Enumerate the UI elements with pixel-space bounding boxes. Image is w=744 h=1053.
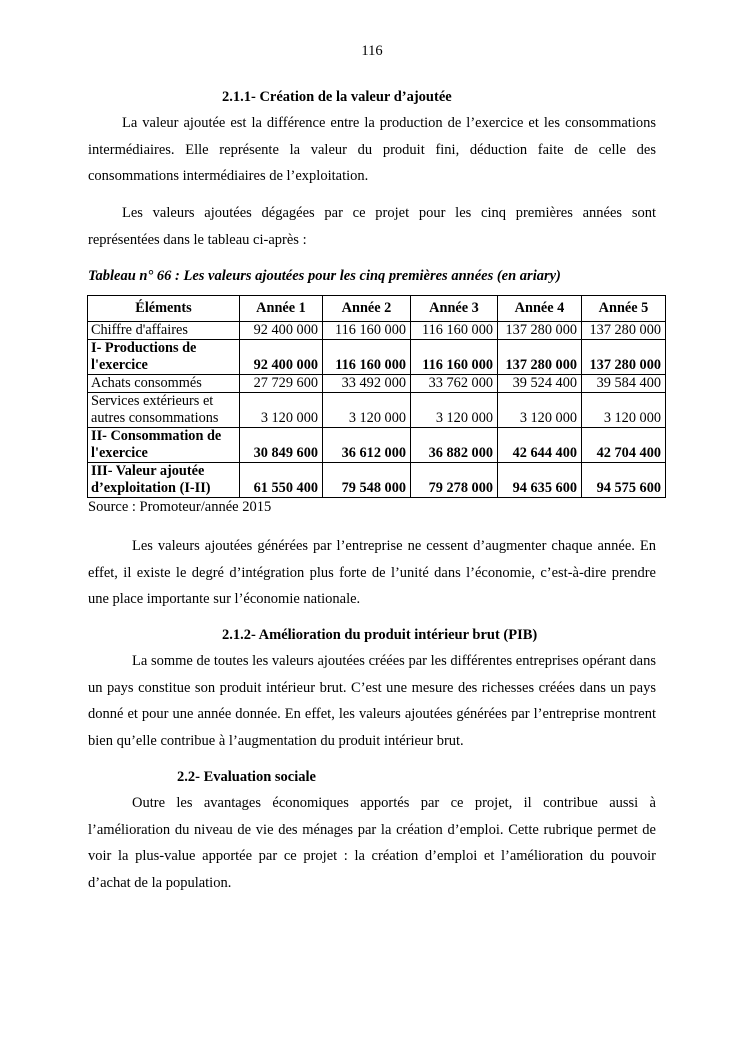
- table-cell: 30 849 600: [240, 428, 323, 463]
- table-cell: 3 120 000: [411, 393, 498, 428]
- table-cell: 79 278 000: [411, 463, 498, 498]
- table-cell: 94 575 600: [582, 463, 666, 498]
- row-label: Achats consommés: [88, 375, 240, 393]
- table-cell: 116 160 000: [323, 340, 411, 375]
- table-cell: 33 762 000: [411, 375, 498, 393]
- table-cell: 116 160 000: [411, 322, 498, 340]
- section-title-2-1-2: 2.1.2- Amélioration du produit intérieur brut (PIB): [222, 627, 538, 643]
- table-cell: 42 644 400: [498, 428, 582, 463]
- table-cell: 79 548 000: [323, 463, 411, 498]
- table-row-valeur-ajoutee: [88, 463, 666, 498]
- table-cell: 137 280 000: [582, 322, 666, 340]
- table-cell: 3 120 000: [323, 393, 411, 428]
- page-number: 116: [361, 43, 383, 59]
- table-source: Source : Promoteur/année 2015: [88, 499, 272, 515]
- table-cell: 36 882 000: [411, 428, 498, 463]
- table-cell: 116 160 000: [323, 322, 411, 340]
- table-cell: 3 120 000: [582, 393, 666, 428]
- table-cell: 3 120 000: [498, 393, 582, 428]
- table-header-row: [88, 296, 666, 322]
- paragraph-valeur-ajoutee-definition: La valeur ajoutée est la différence entre la production de l’exercice et les consommations intermédiaires. Elle représente la valeur du produit fini, déduction faite de celle des consommations intermédiaires de l’exploitation.: [88, 115, 656, 184]
- table-cell: 92 400 000: [240, 340, 323, 375]
- header-annee-1: Année 1: [240, 296, 323, 322]
- header-annee-3: Année 3: [411, 296, 498, 322]
- row-label: Chiffre d'affaires: [88, 322, 240, 340]
- table-cell: 39 584 400: [582, 375, 666, 393]
- table-cell: 27 729 600: [240, 375, 323, 393]
- table-cell: 33 492 000: [323, 375, 411, 393]
- table-row-chiffre-affaires: [88, 322, 666, 340]
- header-annee-4: Année 4: [498, 296, 582, 322]
- table-row-consommation: [88, 428, 666, 463]
- row-label: II- Consommation de l'exercice: [88, 428, 240, 463]
- paragraph-valeurs-ajoutees-intro: Les valeurs ajoutées dégagées par ce projet pour les cinq premières années sont représentées dans le tableau ci-après :: [88, 205, 656, 248]
- table-row-services: [88, 393, 666, 428]
- paragraph-evaluation-sociale: Outre les avantages économiques apportés par ce projet, il contribue aussi à l’amélioration du niveau de vie des ménages par la création d’emploi. Cette rubrique permet de voir la plus-value apportée par ce projet : la création d’emploi et l’amélioration du pouvoir d’achat de la population.: [88, 795, 656, 891]
- table-row-achats: [88, 375, 666, 393]
- row-label: I- Productions de l'exercice: [88, 340, 240, 375]
- table-cell: 61 550 400: [240, 463, 323, 498]
- paragraph-valeurs-generees: Les valeurs ajoutées générées par l’entreprise ne cessent d’augmenter chaque année. En effet, il existe le degré d’intégration plus forte de l’unité dans l’économie, c’est-à-dire prendre une place importante sur l’économie nationale.: [88, 538, 656, 607]
- table-cell: 36 612 000: [323, 428, 411, 463]
- value-added-table: [87, 295, 666, 498]
- table-cell: 42 704 400: [582, 428, 666, 463]
- header-elements: Éléments: [88, 296, 240, 322]
- section-title-2-2: 2.2- Evaluation sociale: [177, 769, 316, 785]
- table-cell: 92 400 000: [240, 322, 323, 340]
- table-cell: 137 280 000: [582, 340, 666, 375]
- paragraph-pib: La somme de toutes les valeurs ajoutées créées par les différentes entreprises opérant dans un pays constitue son produit intérieur brut. C’est une mesure des richesses créées dans un pays donné et pour une année donnée. En effet, les valeurs ajoutées générées par l’entreprise montrent bien qu’elle contribue à l’augmentation du produit intérieur brut.: [88, 653, 656, 749]
- table-cell: 116 160 000: [411, 340, 498, 375]
- section-title-2-1-1: 2.1.1- Création de la valeur d’ajoutée: [222, 89, 452, 105]
- header-annee-5: Année 5: [582, 296, 666, 322]
- table-cell: 3 120 000: [240, 393, 323, 428]
- table-cell: 137 280 000: [498, 340, 582, 375]
- table-row-productions: [88, 340, 666, 375]
- table-caption: Tableau n° 66 : Les valeurs ajoutées pour les cinq premières années (en ariary): [88, 268, 561, 284]
- header-annee-2: Année 2: [323, 296, 411, 322]
- table-cell: 137 280 000: [498, 322, 582, 340]
- row-label: III- Valeur ajoutée d’exploitation (I-II): [88, 463, 240, 498]
- table-cell: 39 524 400: [498, 375, 582, 393]
- row-label: Services extérieurs et autres consommations: [88, 393, 240, 428]
- table-cell: 94 635 600: [498, 463, 582, 498]
